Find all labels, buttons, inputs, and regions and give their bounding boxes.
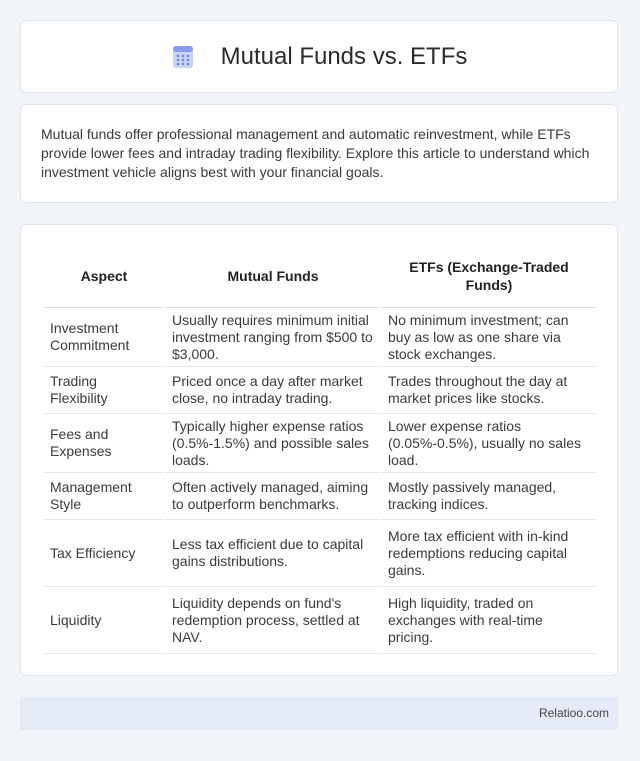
cell-mutual-funds: Usually requires minimum initial investment ranging from $500 to $3,000. [166, 308, 380, 367]
cell-etfs: No minimum investment; can buy as low as one share via stock exchanges. [382, 308, 596, 367]
footer [20, 697, 618, 730]
comparison-table [42, 245, 598, 654]
table-row [44, 587, 596, 654]
column-header-etfs: ETFs (Exchange-Traded Funds) [382, 245, 596, 308]
cell-etfs: Lower expense ratios (0.05%-0.5%), usually no sales load. [382, 414, 596, 473]
cell-aspect: Tax Efficiency [44, 520, 164, 587]
cell-mutual-funds: Priced once a day after market close, no intraday trading. [166, 367, 380, 414]
cell-mutual-funds: Typically higher expense ratios (0.5%-1.5%) and possible sales loads. [166, 414, 380, 473]
table-row [44, 414, 596, 473]
column-header-mutual-funds: Mutual Funds [166, 245, 380, 308]
cell-etfs: High liquidity, traded on exchanges with real-time pricing. [382, 587, 596, 654]
cell-aspect: Investment Commitment [44, 308, 164, 367]
footer-brand[interactable]: Relatioo.com [538, 706, 609, 720]
cell-aspect: Liquidity [44, 587, 164, 654]
table-row [44, 367, 596, 414]
cell-aspect: Fees and Expenses [44, 414, 164, 473]
cell-mutual-funds: Often actively managed, aiming to outperform benchmarks. [166, 473, 380, 520]
comparison-table-card [20, 224, 618, 676]
intro-card [20, 104, 618, 203]
cell-mutual-funds: Liquidity depends on fund's redemption process, settled at NAV. [166, 587, 380, 654]
table-row [44, 520, 596, 587]
column-header-aspect: Aspect [44, 245, 164, 308]
cell-aspect: Trading Flexibility [44, 367, 164, 414]
calculator-icon [171, 45, 195, 69]
cell-etfs: More tax efficient with in-kind redemptions reducing capital gains. [382, 520, 596, 587]
cell-etfs: Mostly passively managed, tracking indices. [382, 473, 596, 520]
table-row [44, 308, 596, 367]
intro-text: Mutual funds offer professional management and automatic reinvestment, while ETFs provide lower fees and intraday trading flexibility. Explore this article to understand which investment vehicle aligns best with your financial goals. [41, 126, 590, 180]
table-row [44, 473, 596, 520]
cell-etfs: Trades throughout the day at market prices like stocks. [382, 367, 596, 414]
cell-aspect: Management Style [44, 473, 164, 520]
page-title: Mutual Funds vs. ETFs [220, 42, 468, 70]
table-header-row [44, 245, 596, 308]
cell-mutual-funds: Less tax efficient due to capital gains distributions. [166, 520, 380, 587]
title-card [20, 20, 618, 93]
